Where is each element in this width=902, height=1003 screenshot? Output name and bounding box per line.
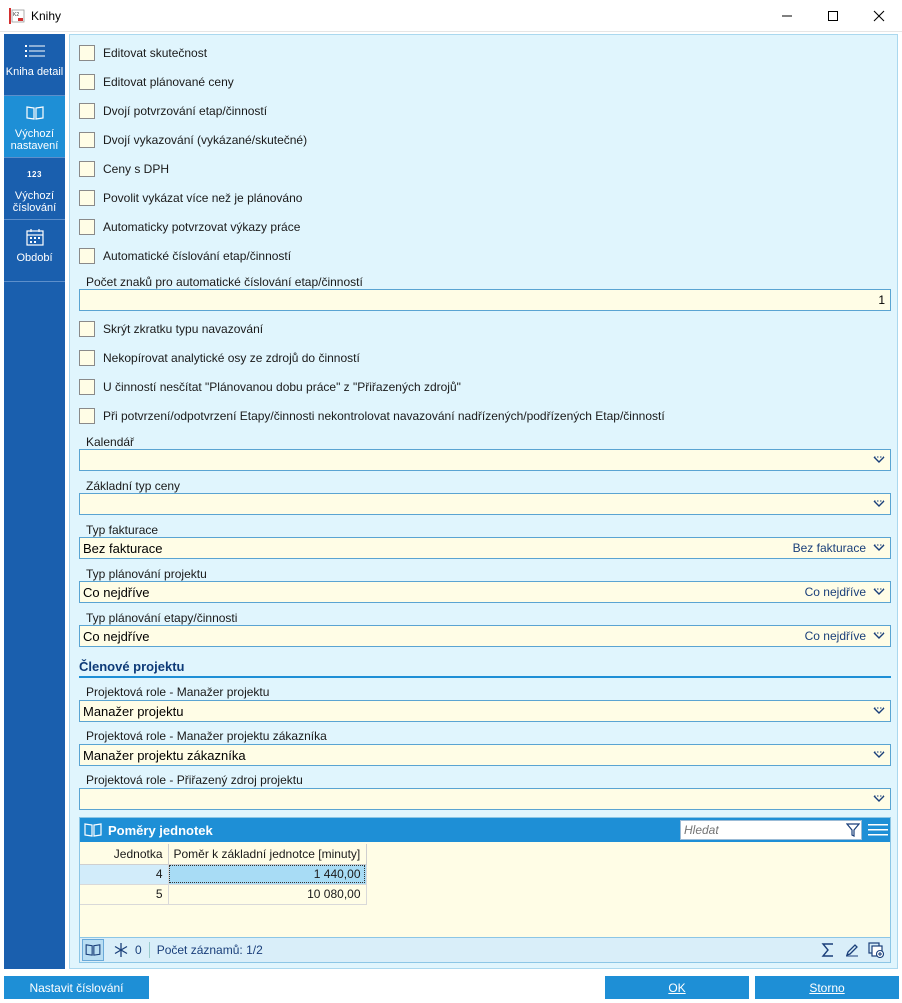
cell-ratio[interactable]: 10 080,00: [168, 884, 366, 904]
add-record-icon: [868, 942, 884, 958]
field-value-description: Co nejdříve: [804, 585, 866, 599]
maximize-icon: [827, 10, 839, 22]
settings-panel: [69, 34, 898, 969]
checkbox[interactable]: [79, 219, 95, 235]
sidebar-item-label: Kniha detail: [5, 66, 64, 78]
field-label-role-manager: Projektová role - Manažer projektu: [86, 685, 270, 699]
table-row[interactable]: [80, 864, 366, 884]
checkbox-label: Povolit vykázat více než je plánováno: [103, 191, 303, 205]
maximize-button[interactable]: [810, 0, 856, 32]
field-label-auto-numbering-chars: Počet znaků pro automatické číslování etap/činností: [86, 275, 363, 289]
chevron-down-icon[interactable]: [872, 543, 886, 553]
field-value-description: Co nejdříve: [804, 629, 866, 643]
chevron-down-icon[interactable]: [872, 455, 886, 465]
book-icon: [26, 106, 44, 120]
book-view-button[interactable]: [82, 939, 104, 961]
base-price-type-select[interactable]: [79, 493, 891, 515]
field-label-role-assigned-resource: Projektová role - Přiřazený zdroj projektu: [86, 773, 303, 787]
unit-ratios-table: [80, 844, 367, 905]
checkbox-auto-confirm-reports[interactable]: [79, 218, 300, 236]
chevron-down-icon[interactable]: [872, 499, 886, 509]
field-label-project-planning-type: Typ plánování projektu: [86, 567, 207, 581]
grid-search-box[interactable]: [680, 820, 862, 840]
checkbox-auto-numbering[interactable]: [79, 247, 291, 265]
field-label-stage-planning-type: Typ plánování etapy/činnosti: [86, 611, 238, 625]
footer-divider: [149, 942, 150, 958]
auto-numbering-chars-input[interactable]: [79, 289, 891, 311]
sidebar-item-vychozi-nastaveni[interactable]: [4, 96, 65, 158]
field-value: Bez fakturace: [83, 540, 163, 556]
field-label-calendar: Kalendář: [86, 435, 135, 449]
close-icon: [873, 10, 885, 22]
checkbox[interactable]: [79, 132, 95, 148]
sidebar-item-label: Období: [16, 252, 53, 264]
checkbox[interactable]: [79, 161, 95, 177]
stage-planning-type-select[interactable]: [79, 625, 891, 647]
edit-button[interactable]: [840, 939, 864, 961]
role-assigned-resource-select[interactable]: [79, 788, 891, 810]
record-count: Počet záznamů: 1/2: [156, 943, 263, 957]
role-customer-manager-select[interactable]: [79, 744, 891, 766]
field-value: Manažer projektu zákazníka: [83, 747, 246, 763]
field-value: 1: [878, 293, 885, 307]
menu-icon[interactable]: [868, 823, 888, 837]
chevron-down-icon[interactable]: [872, 794, 886, 804]
freeze-button[interactable]: [110, 939, 132, 961]
sidebar: [4, 34, 65, 969]
checkbox[interactable]: [79, 190, 95, 206]
field-value: Co nejdříve: [83, 628, 150, 644]
chevron-down-icon[interactable]: [872, 631, 886, 641]
role-manager-select[interactable]: [79, 700, 891, 722]
checkbox-prices-with-vat[interactable]: [79, 160, 169, 178]
checkbox-edit-actual[interactable]: [79, 44, 207, 62]
checkbox-label: Automaticky potvrzovat výkazy práce: [103, 220, 301, 234]
cell-unit[interactable]: 5: [80, 884, 168, 904]
field-label-role-customer-manager: Projektová role - Manažer projektu zákazníka: [86, 729, 327, 743]
cell-ratio[interactable]: 1 440,00: [168, 864, 366, 884]
checkbox-label: Dvojí potvrzování etap/činností: [103, 104, 268, 118]
checkbox-no-copy-axes[interactable]: [79, 349, 360, 367]
minimize-button[interactable]: [764, 0, 810, 32]
table-header-row: [80, 844, 366, 864]
cancel-button[interactable]: Storno: [755, 976, 899, 999]
checkbox-allow-over-plan[interactable]: [79, 189, 302, 207]
pencil-icon: [845, 943, 859, 957]
calendar-icon: [26, 228, 44, 246]
sidebar-item-label: Výchozí číslování: [12, 190, 57, 214]
checkbox-double-reporting[interactable]: [79, 131, 307, 149]
snowflake-icon: [114, 943, 128, 957]
sidebar-item-label: Výchozí nastavení: [10, 128, 59, 152]
checkbox-edit-planned-prices[interactable]: [79, 73, 234, 91]
column-header-unit[interactable]: Jednotka: [80, 844, 168, 864]
list-icon: [25, 44, 45, 58]
checkbox-label: Nekopírovat analytické osy ze zdrojů do činností: [103, 351, 360, 365]
checkbox-label: Dvojí vykazování (vykázané/skutečné): [103, 133, 308, 147]
set-numbering-button[interactable]: Nastavit číslování: [4, 976, 149, 999]
field-value: Manažer projektu: [83, 703, 184, 719]
invoicing-type-select[interactable]: [79, 537, 891, 559]
cell-unit[interactable]: 4: [80, 864, 168, 884]
close-button[interactable]: [856, 0, 902, 32]
sidebar-item-obdobi[interactable]: [4, 220, 65, 282]
field-label-base-price-type: Základní typ ceny: [86, 479, 181, 493]
checkbox-no-check-linking[interactable]: [79, 407, 665, 425]
checkbox-no-sum-planned-time[interactable]: [79, 378, 461, 396]
checkbox[interactable]: [79, 321, 95, 337]
sigma-icon: [821, 943, 835, 957]
checkbox-label: Editovat plánované ceny: [103, 75, 234, 89]
checkbox[interactable]: [79, 74, 95, 90]
section-divider: [79, 676, 891, 678]
ok-button[interactable]: OK: [605, 976, 749, 999]
sidebar-item-vychozi-cislovani[interactable]: [4, 158, 65, 220]
minimize-icon: [781, 10, 793, 22]
chevron-down-icon[interactable]: [872, 706, 886, 716]
project-planning-type-select[interactable]: [79, 581, 891, 603]
grid-title: Poměry jednotek: [108, 822, 213, 838]
checkbox[interactable]: [79, 379, 95, 395]
add-record-button[interactable]: [864, 939, 888, 961]
checkbox[interactable]: [79, 45, 95, 61]
section-title-project-members: Členové projektu: [79, 659, 185, 674]
checkbox-label: Editovat skutečnost: [103, 46, 208, 60]
checkbox-label: Automatické číslování etap/činností: [103, 249, 292, 263]
book-icon: [85, 944, 101, 956]
grid-header: [80, 818, 890, 842]
column-header-ratio[interactable]: Poměr k základní jednotce [minuty]: [168, 844, 366, 864]
checkbox[interactable]: [79, 248, 95, 264]
checkbox-label: Skrýt zkratku typu navazování: [103, 322, 264, 336]
grid-search-input[interactable]: [684, 823, 834, 837]
field-value: Co nejdříve: [83, 584, 150, 600]
grid-footer: [79, 937, 891, 963]
books-app-icon: [9, 8, 25, 24]
checkbox-double-confirmation[interactable]: [79, 102, 267, 120]
sidebar-item-kniha-detail[interactable]: [4, 34, 65, 96]
calendar-select[interactable]: [79, 449, 891, 471]
checkbox[interactable]: [79, 350, 95, 366]
numbering-icon: 123: [27, 170, 42, 179]
filter-icon[interactable]: [846, 823, 860, 837]
field-value-description: Bez fakturace: [792, 541, 866, 555]
field-label-invoicing-type: Typ fakturace: [86, 523, 159, 537]
sum-button[interactable]: [816, 939, 840, 961]
svg-text:K2: K2: [13, 12, 20, 18]
title-bar: [0, 0, 902, 32]
checkbox[interactable]: [79, 103, 95, 119]
checkbox-label: U činností nesčítat "Plánovanou dobu práce" z "Přiřazených zdrojů": [103, 380, 461, 394]
checkbox-label: Při potvrzení/odpotvrzení Etapy/činnosti nekontrolovat navazování nadřízených/podřízených Etap/činností: [103, 409, 665, 423]
chevron-down-icon[interactable]: [872, 587, 886, 597]
book-icon: [84, 823, 102, 837]
window-title: Knihy: [31, 9, 62, 23]
checkbox-label: Ceny s DPH: [103, 162, 170, 176]
chevron-down-icon[interactable]: [872, 750, 886, 760]
checkbox[interactable]: [79, 408, 95, 424]
checkbox-hide-link-type[interactable]: [79, 320, 263, 338]
frozen-count: 0: [135, 943, 142, 957]
table-row[interactable]: [80, 884, 366, 904]
